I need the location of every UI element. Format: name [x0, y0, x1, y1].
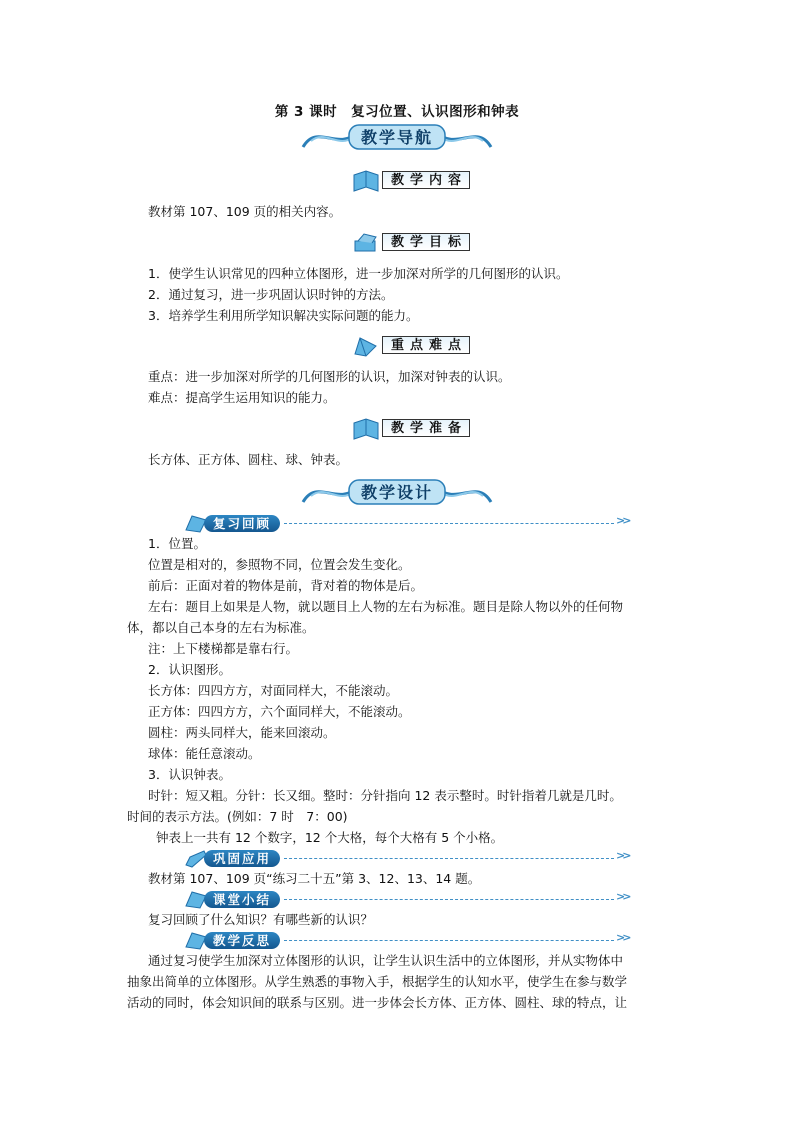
review-line: 正方体：四四方方，六个面同样大，不能滚动。 — [148, 704, 411, 719]
review-line: 时间的表示方法。(例如：7 时 7：00) — [127, 809, 348, 824]
header-goals — [352, 231, 472, 255]
keypoint-item: 重点：进一步加深对所学的几何图形的认识，加深对钟表的认识。 — [148, 369, 511, 384]
review-line: 体，都以自己本身的左右为标准。 — [127, 620, 315, 635]
apply-text: 教材第 107、109 页“练习二十五”第 3、12、13、14 题。 — [148, 871, 481, 886]
section-summary-label: 课堂小结 — [204, 891, 280, 908]
header-keypoints — [352, 334, 472, 358]
banner-design — [297, 476, 497, 510]
reflect-line: 通过复习使学生加深对立体图形的认识，让学生认识生活中的立体图形，并从实物体中 — [148, 953, 624, 968]
prep-text: 长方体、正方体、圆柱、球、钟表。 — [148, 452, 349, 467]
section-reflect-label: 教学反思 — [204, 932, 280, 949]
dashed-divider — [284, 899, 614, 900]
dashed-divider — [284, 523, 614, 524]
header-prep — [352, 417, 472, 441]
review-line: 圆柱：两头同样大，能来回滚动。 — [148, 725, 336, 740]
header-prep-label: 教学准备 — [382, 419, 470, 437]
double-arrow-icon: >> — [616, 849, 629, 862]
section-reflect — [184, 931, 644, 951]
review-line: 2．认识图形。 — [148, 662, 231, 677]
header-content-label: 教学内容 — [382, 171, 470, 189]
review-line: 钟表上一共有 12 个数字，12 个大格，每个大格有 5 个小格。 — [156, 830, 504, 845]
pen-icon — [352, 334, 380, 358]
books-icon — [352, 231, 380, 255]
section-apply — [184, 849, 644, 869]
review-line: 3．认识钟表。 — [148, 767, 231, 782]
review-line: 注：上下楼梯都是靠右行。 — [148, 641, 299, 656]
review-line: 位置是相对的，参照物不同，位置会发生变化。 — [148, 557, 411, 572]
double-arrow-icon: >> — [616, 514, 629, 527]
section-apply-label: 巩固应用 — [204, 850, 280, 867]
review-line: 前后：正面对着的物体是前，背对着的物体是后。 — [148, 578, 424, 593]
double-arrow-icon: >> — [616, 890, 629, 903]
section-review-label: 复习回顾 — [204, 515, 280, 532]
reflect-line: 抽象出简单的立体图形。从学生熟悉的事物入手，根据学生的认知水平，使学生在参与数学 — [127, 974, 628, 989]
double-arrow-icon: >> — [616, 931, 629, 944]
keypoint-item: 难点：提高学生运用知识的能力。 — [148, 390, 336, 405]
goal-item: 2．通过复习，进一步巩固认识时钟的方法。 — [148, 287, 394, 302]
review-line: 球体：能任意滚动。 — [148, 746, 261, 761]
review-line: 左右：题目上如果是人物，就以题目上人物的左右为标准。题目是除人物以外的任何物 — [148, 599, 624, 614]
header-goals-label: 教学目标 — [382, 233, 470, 251]
reflect-line: 活动的同时，体会知识间的联系与区别。进一步体会长方体、正方体、圆柱、球的特点，让 — [127, 995, 628, 1010]
header-content — [352, 169, 472, 193]
section-review — [184, 514, 644, 534]
summary-text: 复习回顾了什么知识？有哪些新的认识？ — [148, 912, 374, 927]
content-text: 教材第 107、109 页的相关内容。 — [148, 204, 342, 219]
banner-design-label: 教学设计 — [360, 483, 433, 502]
goal-item: 3．培养学生利用所学知识解决实际问题的能力。 — [148, 308, 419, 323]
header-keypoints-label: 重点难点 — [382, 336, 470, 354]
dashed-divider — [284, 940, 614, 941]
review-line: 时针：短又粗。分针：长又细。整时：分针指向 12 表示整时。时针指着几就是几时。 — [148, 788, 622, 803]
dashed-divider — [284, 858, 614, 859]
book-icon — [352, 169, 380, 193]
section-summary — [184, 890, 644, 910]
lesson-title: 第 3 课时 复习位置、认识图形和钟表 — [274, 104, 520, 120]
banner-guide-label: 教学导航 — [360, 128, 433, 147]
goal-item: 1．使学生认识常见的四种立体图形，进一步加深对所学的几何图形的认识。 — [148, 266, 569, 281]
banner-guide — [297, 121, 497, 155]
book-icon — [352, 417, 380, 441]
review-line: 1．位置。 — [148, 536, 206, 551]
review-line: 长方体：四四方方，对面同样大，不能滚动。 — [148, 683, 399, 698]
